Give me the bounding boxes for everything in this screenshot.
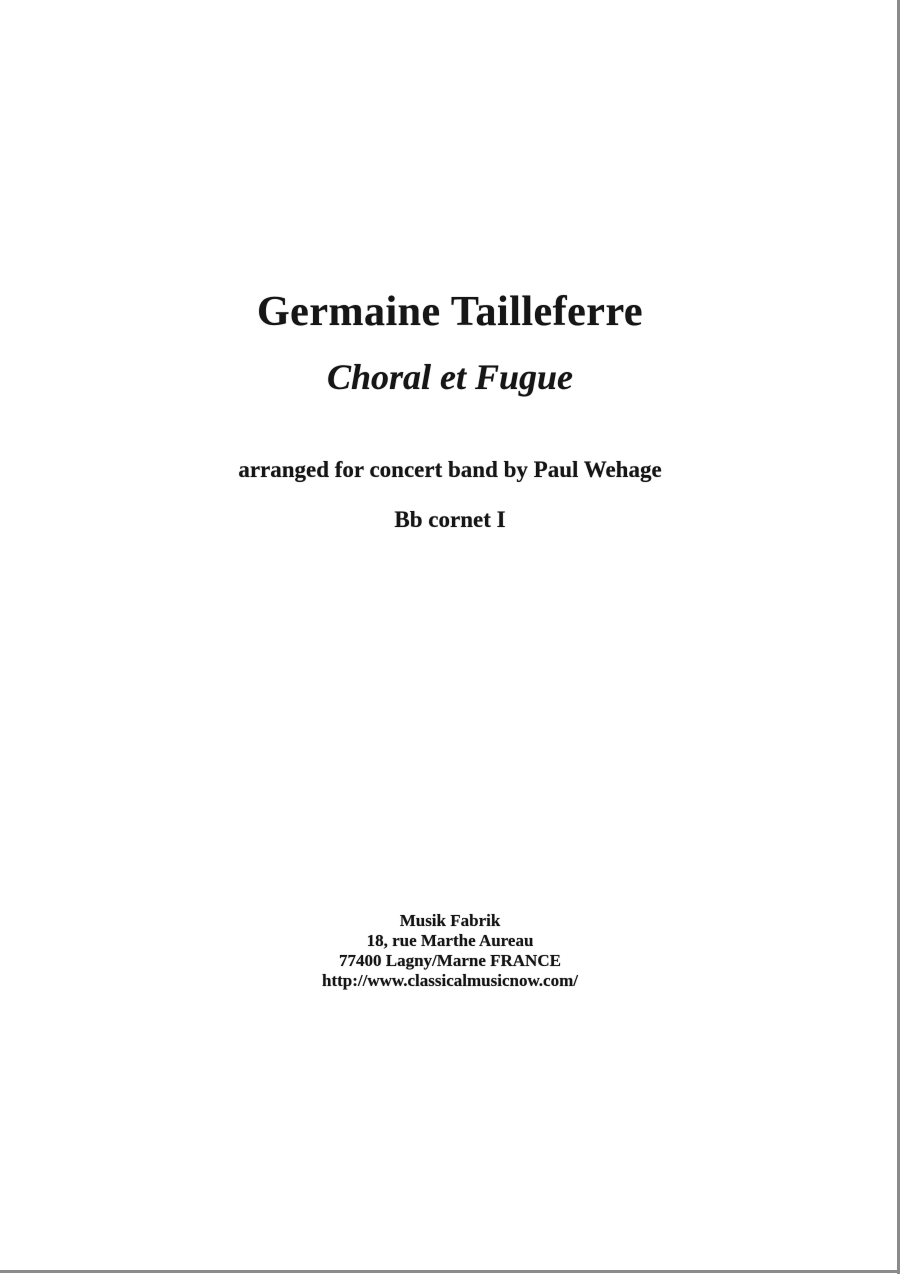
composer-name: Germaine Tailleferre — [257, 289, 643, 335]
work-title: Choral et Fugue — [326, 357, 574, 397]
arrangement-credit: arranged for concert band by Paul Wehage — [238, 457, 662, 482]
publisher-block — [0, 911, 900, 991]
publisher-name: Musik Fabrik — [399, 911, 501, 930]
instrument-part-name: Bb cornet I — [394, 507, 506, 532]
publisher-address-line1: 18, rue Marthe Aureau — [366, 931, 534, 950]
publisher-website-url: http://www.classicalmusicnow.com/ — [322, 971, 578, 990]
publisher-address-line2: 77400 Lagny/Marne FRANCE — [339, 951, 561, 970]
scan-edge-bottom — [0, 1270, 900, 1273]
